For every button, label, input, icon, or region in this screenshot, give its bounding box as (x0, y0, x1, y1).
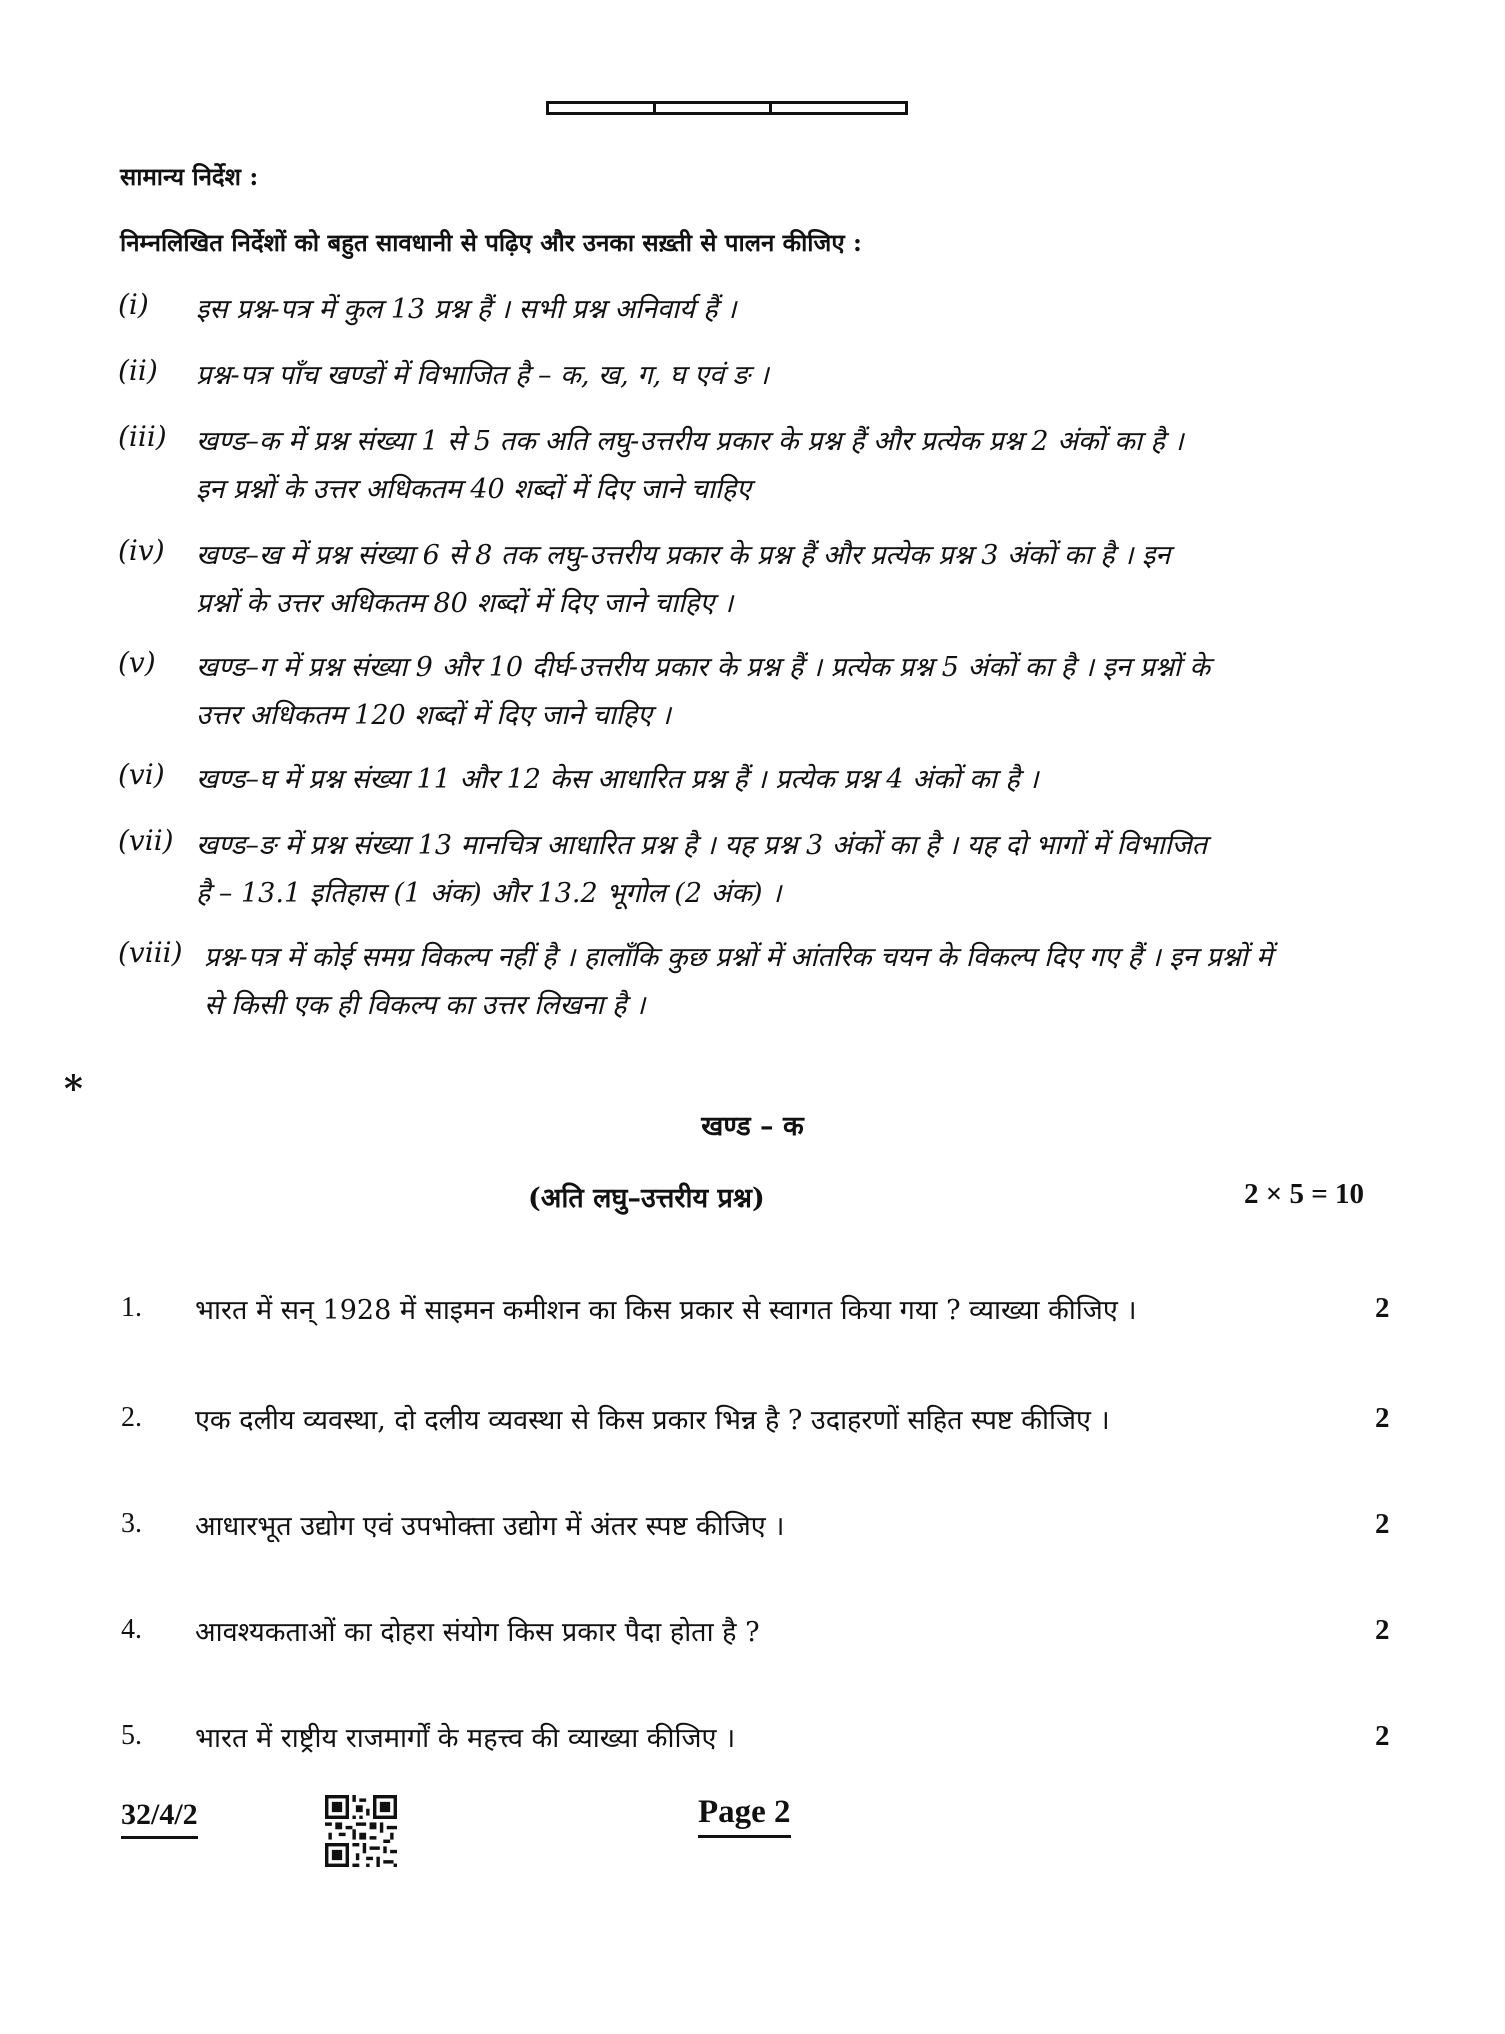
instruction-line: प्रश्न-पत्र पाँच खण्डों में विभाजित है – क, ख, ग, घ एवं ङ । (196, 360, 769, 391)
instruction-line: खण्ड–घ में प्रश्न संख्या 11 और 12 केस आधारित प्रश्न हैं । प्रत्येक प्रश्न 4 अंकों का है । (196, 764, 1039, 795)
question-number: 1. (121, 1292, 142, 1323)
section-title: खण्ड – क (701, 1111, 804, 1142)
question-marks: 2 (1375, 1614, 1390, 1646)
general-instructions-title: सामान्य निर्देश : (120, 162, 259, 191)
question-marks: 2 (1375, 1508, 1390, 1540)
question-text: आवश्यकताओं का दोहरा संयोग किस प्रकार पैदा होता है ? (195, 1617, 760, 1648)
paper-code: 32/4/2 (121, 1798, 198, 1839)
question-number: 3. (121, 1508, 142, 1539)
instruction-number: (iii) (118, 420, 167, 453)
question-text: आधारभूत उद्योग एवं उपभोक्ता उद्योग में अंतर स्पष्ट कीजिए । (195, 1511, 785, 1542)
question-text: भारत में सन् 1928 में साइमन कमीशन का किस प्रकार से स्वागत किया गया ? व्याख्या कीजिए । (195, 1295, 1137, 1326)
question-text: भारत में राष्ट्रीय राजमार्गों के महत्त्व की व्याख्या कीजिए । (195, 1723, 736, 1754)
instruction-text (196, 532, 1396, 628)
instructions-intro: निम्नलिखित निर्देशों को बहुत सावधानी से पढ़िए और उनका सख़्ती से पालन कीजिए : (120, 228, 862, 257)
instruction-number: (v) (118, 646, 156, 679)
instruction-line: इस प्रश्न-पत्र में कुल 13 प्रश्न हैं । सभी प्रश्न अनिवार्य हैं । (196, 294, 737, 325)
question-marks: 2 (1375, 1402, 1390, 1434)
qr-code-icon (325, 1795, 397, 1867)
divider-tick (653, 101, 656, 115)
instruction-text (204, 934, 1404, 1030)
divider-tick (769, 101, 772, 115)
section-marks: 2 × 5 = 10 (1244, 1178, 1365, 1210)
instruction-line: खण्ड–ग में प्रश्न संख्या 9 और 10 दीर्घ-उत्तरीय प्रकार के प्रश्न हैं । प्रत्येक प्रश्न 5 अंकों का है । इन प्रश्नों के (196, 652, 1211, 683)
question-number: 5. (121, 1720, 142, 1751)
instruction-line: खण्ड–ङ में प्रश्न संख्या 13 मानचित्र आधारित प्रश्न है । यह प्रश्न 3 अंकों का है । यह दो भागों में विभाजित (196, 830, 1208, 861)
instruction-text (196, 286, 1396, 334)
instruction-number: (vi) (118, 758, 165, 791)
instruction-line: प्रश्न-पत्र में कोई समग्र विकल्प नहीं है । हालाँकि कुछ प्रश्नों में आंतरिक चयन के विकल्प दिए गए हैं । इन प्रश्नों में (204, 942, 1273, 973)
instruction-number: (vii) (118, 824, 174, 857)
asterisk-mark: * (64, 1068, 83, 1110)
question-number: 2. (121, 1402, 142, 1433)
instruction-line: से किसी एक ही विकल्प का उत्तर लिखना है । (204, 990, 646, 1021)
instruction-number: (i) (118, 288, 149, 321)
instruction-line: खण्ड–क में प्रश्न संख्या 1 से 5 तक अति लघु-उत्तरीय प्रकार के प्रश्न हैं और प्रत्येक प्रश्न 2 अंकों का है । (196, 426, 1184, 457)
instruction-text (196, 756, 1396, 804)
question-text: एक दलीय व्यवस्था, दो दलीय व्यवस्था से किस प्रकार भिन्न है ? उदाहरणों सहित स्पष्ट कीजिए । (195, 1405, 1110, 1436)
instruction-line: उत्तर अधिकतम 120 शब्दों में दिए जाने चाहिए । (196, 700, 671, 731)
page-number: Page 2 (698, 1794, 791, 1838)
instruction-text (196, 418, 1396, 514)
instruction-line: खण्ड–ख में प्रश्न संख्या 6 से 8 तक लघु-उत्तरीय प्रकार के प्रश्न हैं और प्रत्येक प्रश्न 3 अंकों का है । इन (196, 540, 1171, 571)
instruction-line: इन प्रश्नों के उत्तर अधिकतम 40 शब्दों में दिए जाने चाहिए (196, 474, 752, 505)
instruction-line: प्रश्नों के उत्तर अधिकतम 80 शब्दों में दिए जाने चाहिए । (196, 588, 734, 619)
instruction-text (196, 352, 1396, 400)
instruction-number: (iv) (118, 534, 165, 567)
instruction-text (196, 644, 1396, 740)
question-number: 4. (121, 1614, 142, 1645)
instruction-text (196, 822, 1396, 918)
instruction-number: (viii) (118, 936, 183, 969)
instruction-number: (ii) (118, 354, 158, 387)
question-marks: 2 (1375, 1720, 1390, 1752)
top-divider-bar (546, 101, 908, 115)
section-subtitle: (अति लघु–उत्तरीय प्रश्न) (528, 1183, 765, 1214)
instruction-line: है – 13.1 इतिहास (1 अंक) और 13.2 भूगोल (2 अंक) । (196, 878, 782, 909)
question-marks: 2 (1375, 1292, 1390, 1324)
